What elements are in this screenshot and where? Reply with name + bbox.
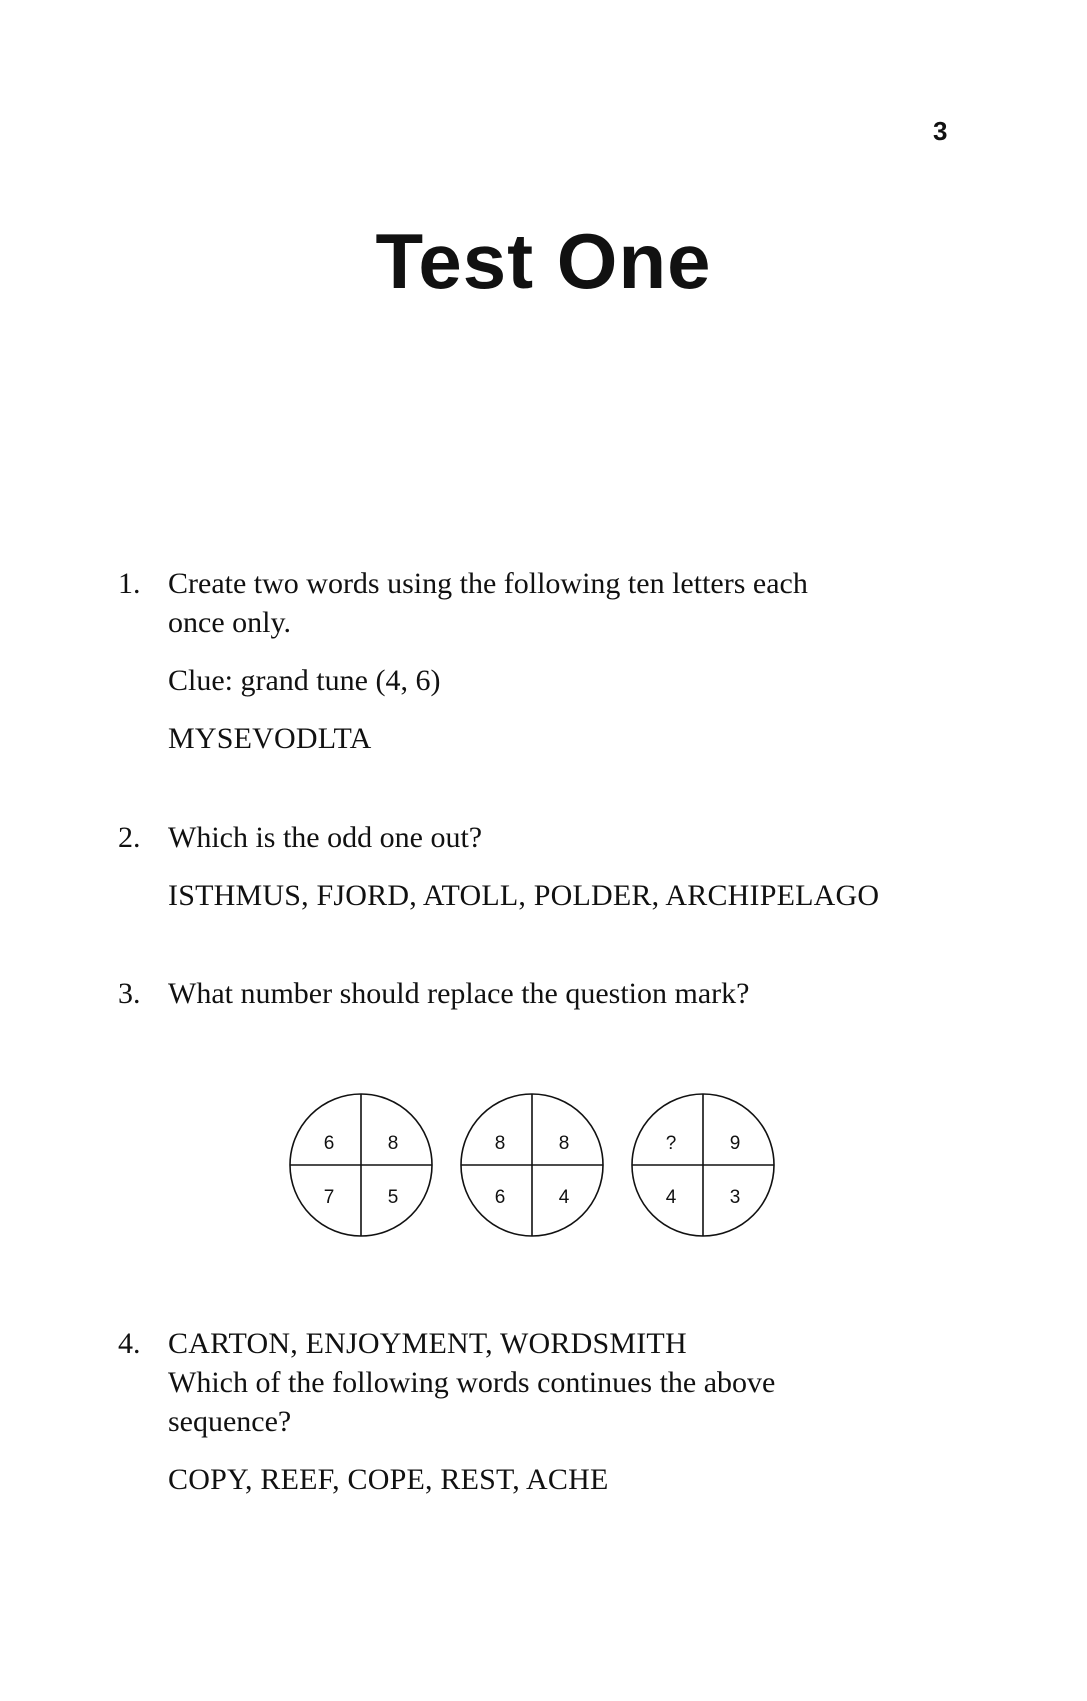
question-text-line-3: sequence? (168, 1405, 292, 1438)
question-number: 2. (118, 821, 141, 854)
number-circles-figure (286, 1092, 806, 1252)
question-number: 3. (118, 977, 141, 1010)
question-body (168, 564, 938, 758)
circle-cell-top-right: 9 (729, 1133, 741, 1155)
number-circle (290, 1094, 432, 1236)
circle-cell-top-left: 6 (323, 1133, 335, 1155)
options-text: COPY, REEF, COPE, REST, ACHE (168, 1463, 609, 1496)
number-circle (461, 1094, 603, 1236)
question-body (168, 974, 938, 1013)
circle-cell-top-right: 8 (558, 1133, 570, 1155)
circle-cell-bottom-left: 4 (665, 1187, 677, 1209)
question-body (168, 818, 938, 915)
circle-cell-top-left: 8 (494, 1133, 506, 1155)
options-text: ISTHMUS, FJORD, ATOLL, POLDER, ARCHIPELAGO (168, 879, 880, 912)
question-number: 1. (118, 567, 141, 600)
circle-cell-bottom-right: 3 (729, 1187, 741, 1209)
question-text-line-1: CARTON, ENJOYMENT, WORDSMITH (168, 1327, 687, 1360)
question-text-line-2: once only. (168, 606, 292, 639)
circle-cell-top-left: ? (665, 1133, 677, 1155)
question-text: What number should replace the question mark? (168, 977, 750, 1010)
question-body (168, 1324, 938, 1499)
question-text-line-2: Which of the following words continues the above (168, 1366, 776, 1399)
page-title: Test One (375, 217, 712, 305)
letters-text: MYSEVODLTA (168, 722, 372, 755)
question-text: Which is the odd one out? (168, 821, 483, 854)
circle-cell-bottom-right: 5 (387, 1187, 399, 1209)
circle-cell-top-right: 8 (387, 1133, 399, 1155)
clue-text: Clue: grand tune (4, 6) (168, 664, 441, 697)
circle-cell-bottom-left: 7 (323, 1187, 335, 1209)
number-circle (632, 1094, 774, 1236)
page-number: 3 (933, 116, 948, 146)
circle-cell-bottom-right: 4 (558, 1187, 570, 1209)
question-text-line-1: Create two words using the following ten letters each (168, 567, 808, 600)
question-number: 4. (118, 1327, 141, 1360)
circle-cell-bottom-left: 6 (494, 1187, 506, 1209)
